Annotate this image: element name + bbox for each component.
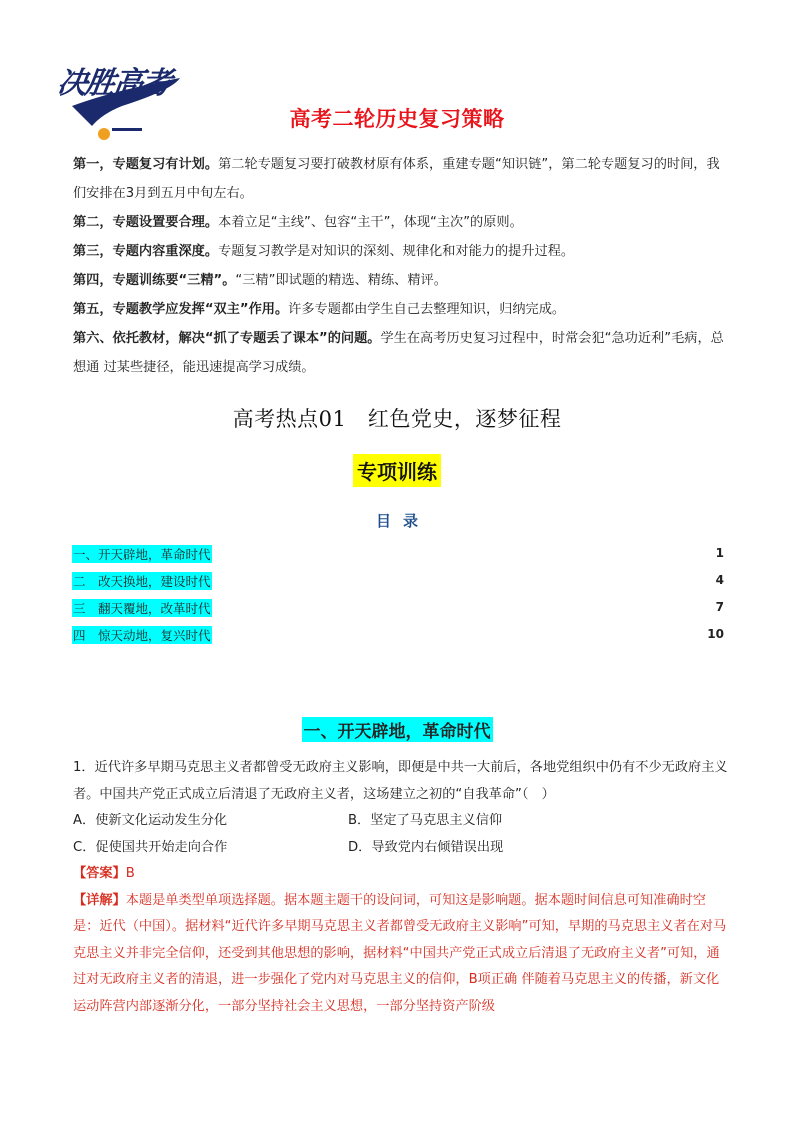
strategy-lead: 第一，专题复习有计划。 — [73, 157, 219, 172]
option-d: D．导致党内右倾错误出现 — [348, 839, 504, 855]
strategy-text: 专题复习教学是对知识的深刻、规律化和对能力的提升过程。 — [218, 244, 575, 259]
toc-item-label[interactable]: 一、开天辟地，革命时代 — [73, 547, 211, 562]
badge-wrap — [0, 454, 794, 487]
section-heading: 一、开天辟地，革命时代 — [302, 717, 493, 742]
toc-item[interactable] — [72, 623, 724, 650]
strategy-text: 本着立足“主线”、包容“主干”，体现“主次”的原则。 — [218, 215, 523, 230]
hotspot-title: 高考热点01 红色党史，逐梦征程 — [232, 407, 562, 431]
strategy-item — [73, 237, 728, 266]
detail-paragraph — [73, 888, 728, 1021]
strategy-lead: 第二，专题设置要合理。 — [73, 215, 219, 230]
strategy-lead: 第五，专题教学应发挥“双主”作用。 — [73, 302, 289, 317]
strategy-text: “三精”即试题的精选、精练、精评。 — [235, 273, 447, 288]
toc-item-page: 7 — [715, 600, 724, 614]
answer-value: B — [125, 866, 135, 881]
strategy-lead: 第六、依托教材，解决“抓了专题丢了课本”的问题。 — [73, 331, 381, 346]
detail-tag: 【详解】 — [73, 892, 126, 908]
toc-title: 目录 — [375, 512, 430, 530]
option-c: C．促使国共开始走向合作 — [73, 839, 228, 855]
toc-item-page: 4 — [715, 573, 724, 587]
strategy-text: 学生在高考历史复习过程中，时常会犯“急功近利”毛病，总想通 过某些捷径，能迅速提高学习成绩。 — [73, 331, 724, 375]
table-of-contents — [72, 542, 724, 650]
toc-item-page: 1 — [715, 546, 724, 560]
logo-text: 决胜高考 — [55, 66, 172, 101]
strategy-lead: 第四，专题训练要“三精”。 — [73, 273, 236, 288]
options-row — [73, 835, 728, 862]
toc-item-label[interactable]: 三 翻天覆地，改革时代 — [73, 601, 211, 616]
strategy-text: 第二轮专题复习要打破教材原有体系，重建专题“知识链”，第二轮专题复习的时间，我们安排在3月到五月中旬左右。 — [73, 157, 720, 201]
detail-text: 本题是单类型单项选择题。据本题主题干的设问词，可知这是影响题。据本题时间信息可知准确时空是：近代（中国）。据材料“近代许多早期马克思主义者都曾受无政府主义影响”可知，早期的马克思主义者在对马克思主义并非完全信仰，还受到其他思想的影响，据材料“中国共产党正式成立后清退了无政府主义者”可知，通过对无政府主义者的清退，进一步强化了党内对马克思主义的信仰，B项正确 伴随着马克思主义的传播，新文化运动阵营内部逐渐分化，一部分坚持社会主义思想，一部分坚持资产阶级 — [73, 892, 727, 1014]
special-training-badge: 专项训练 — [353, 454, 441, 487]
answer-line — [73, 861, 728, 888]
strategy-item — [73, 208, 728, 237]
question-stem: 1．近代许多早期马克思主义者都曾受无政府主义影响，即便是中共一大前后，各地党组织中仍有不少无政府主义者。中国共产党正式成立后清退了无政府主义者，这场建立之初的“自我革命”（ ） — [73, 760, 728, 802]
strategy-item — [73, 266, 728, 295]
option-b: B．坚定了马克思主义信仰 — [348, 813, 503, 828]
strategy-item — [73, 295, 728, 324]
question-block — [73, 755, 728, 1020]
toc-item-label[interactable]: 二 改天换地，建设时代 — [73, 574, 211, 589]
page-title: 高考二轮历史复习策略 — [289, 107, 505, 131]
strategy-text: 许多专题都由学生自己去整理知识，归纳完成。 — [288, 302, 566, 317]
strategy-item — [73, 324, 728, 382]
toc-item[interactable] — [72, 569, 724, 596]
strategy-lead: 第三，专题内容重深度。 — [73, 244, 219, 259]
answer-tag: 【答案】 — [73, 866, 126, 881]
options-row — [73, 808, 728, 835]
toc-item-page: 10 — [707, 627, 724, 641]
section-heading-wrap — [0, 717, 794, 742]
strategy-list — [73, 150, 728, 382]
toc-item[interactable] — [72, 542, 724, 569]
toc-item[interactable] — [72, 596, 724, 623]
strategy-item — [73, 150, 728, 208]
option-a: A．使新文化运动发生分化 — [73, 813, 228, 828]
toc-item-label[interactable]: 四 惊天动地，复兴时代 — [73, 628, 211, 643]
